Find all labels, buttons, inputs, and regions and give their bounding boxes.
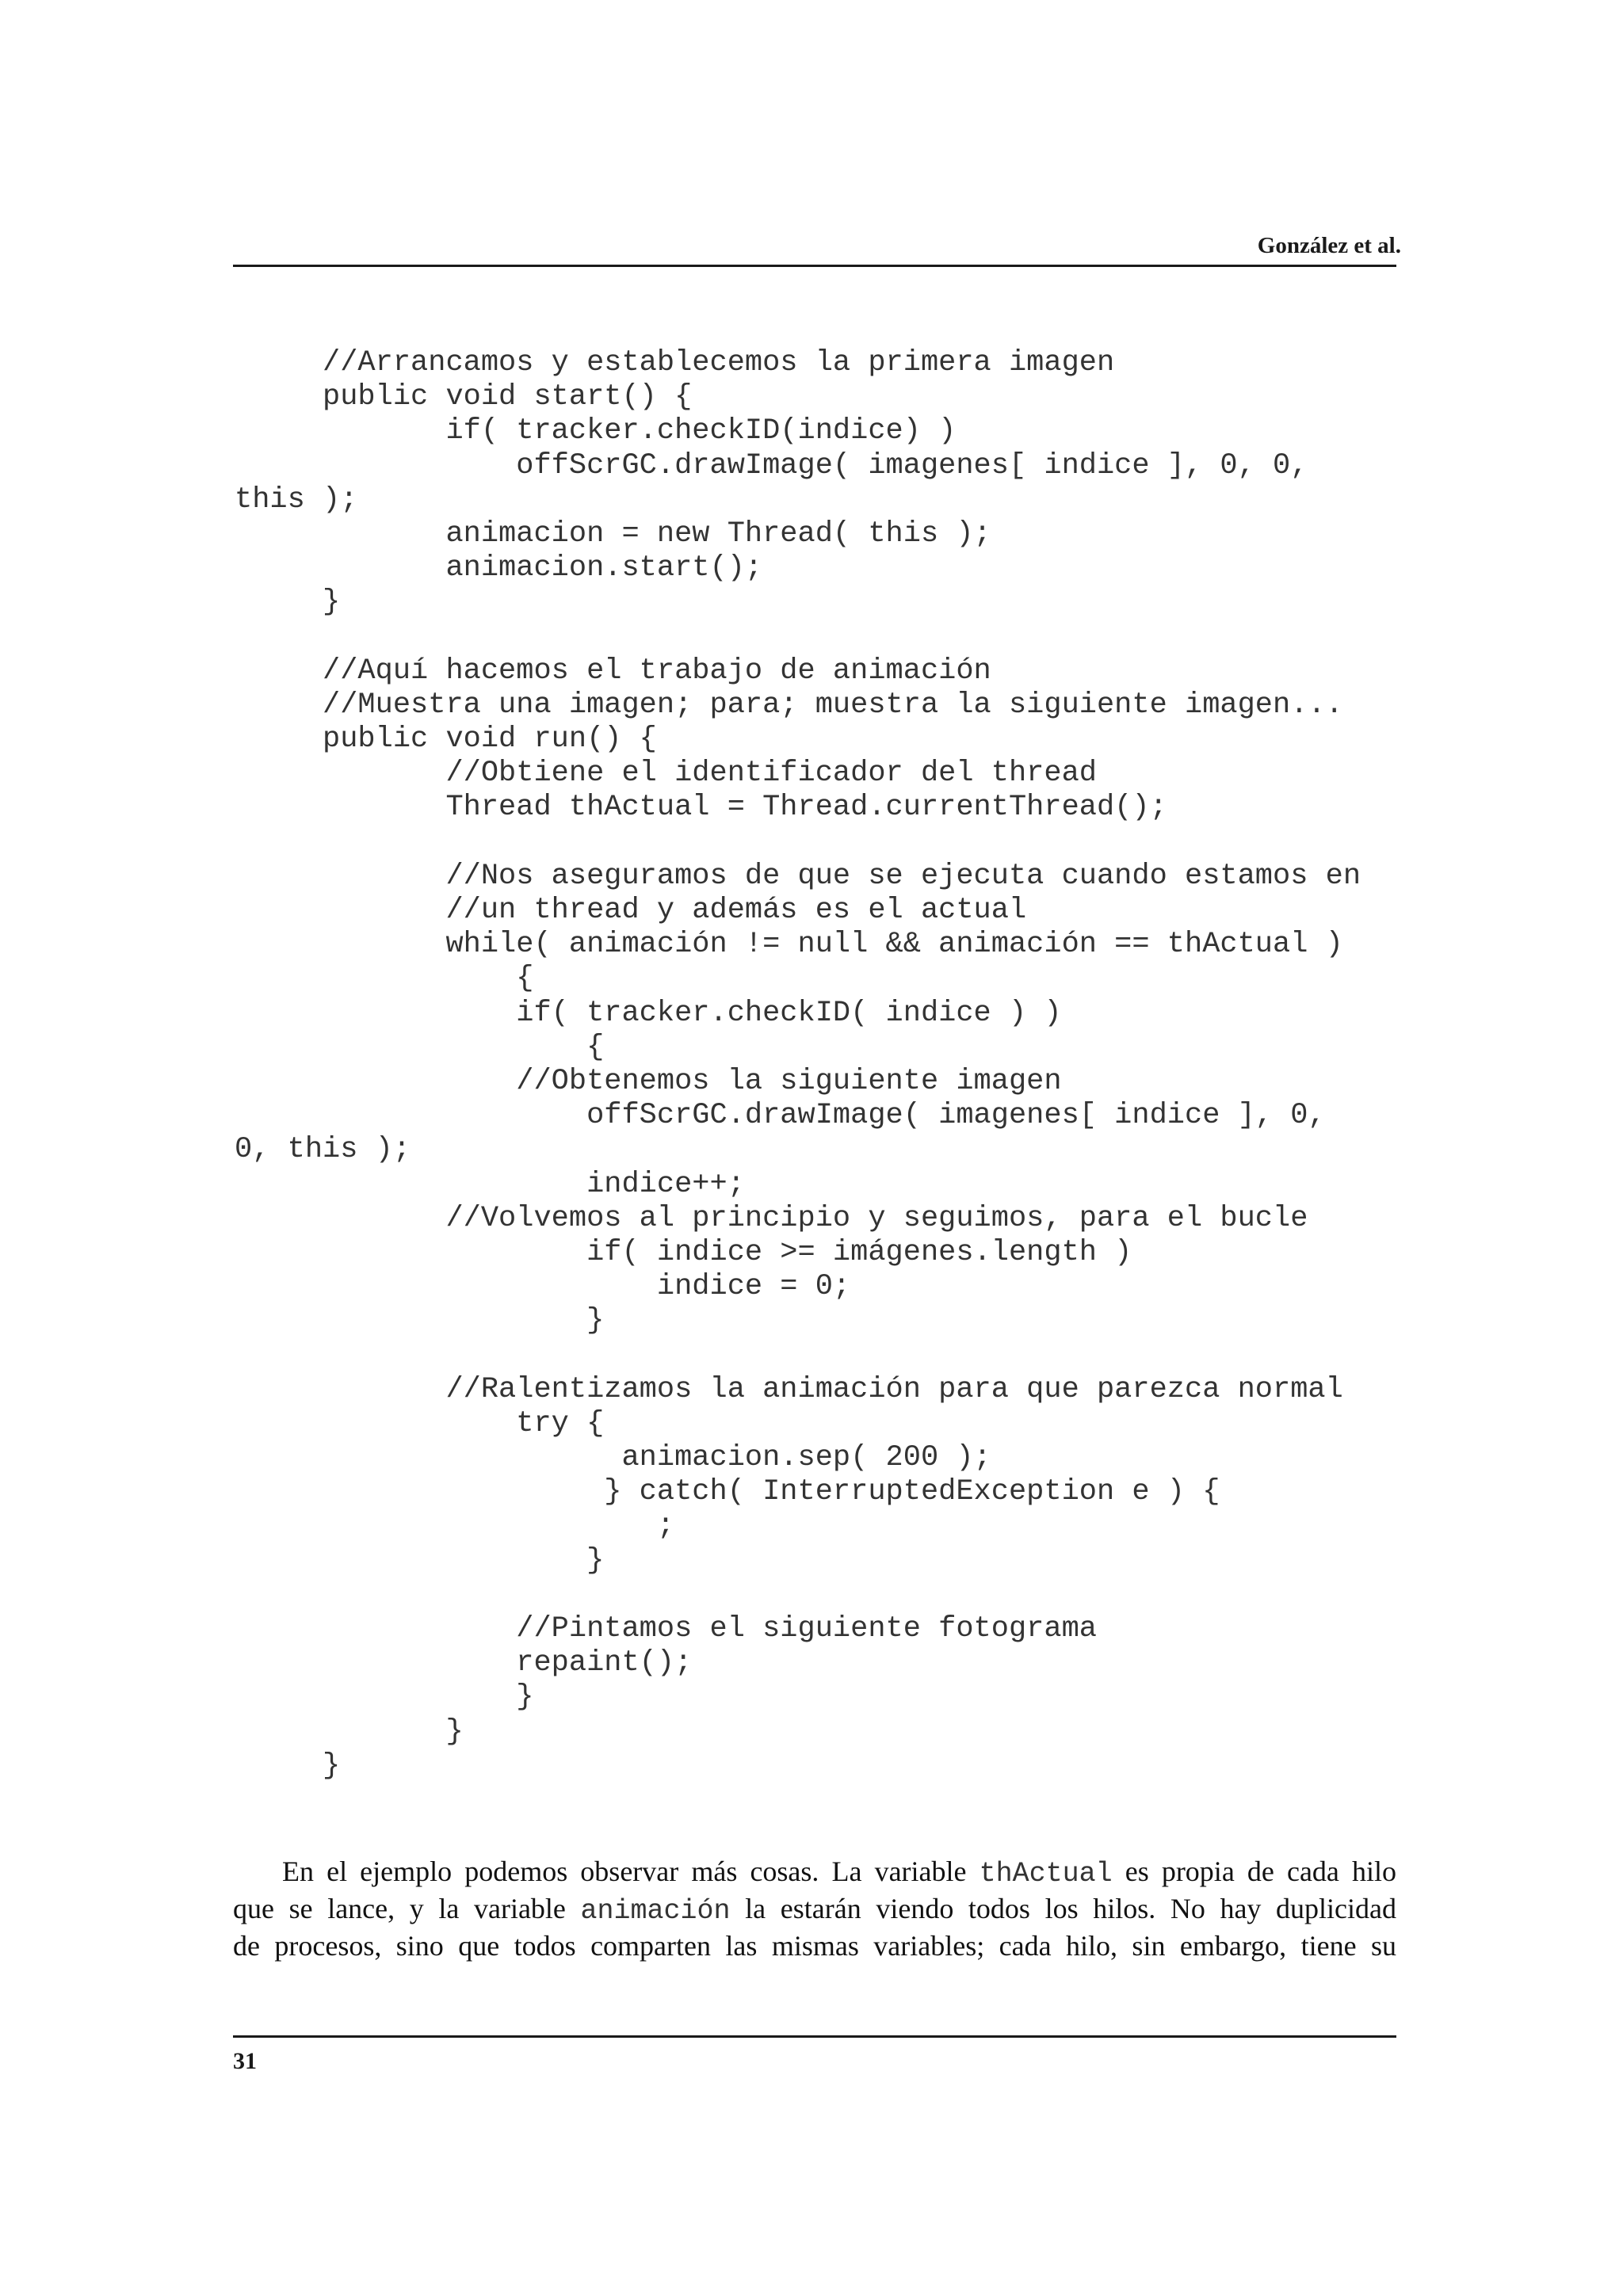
- code-line: [235, 620, 1361, 654]
- code-line: indice = 0;: [235, 1270, 851, 1304]
- code-line: animacion = new Thread( this );: [235, 517, 991, 551]
- code-line: repaint();: [235, 1646, 693, 1680]
- code-line: //Aquí hacemos el trabajo de animación: [235, 654, 991, 688]
- code-line: public void start() {: [235, 380, 693, 414]
- body-paragraph: [233, 1854, 1396, 1963]
- code-line: }: [235, 1749, 341, 1783]
- header-rule: [233, 265, 1396, 267]
- inline-code-animacion: animación: [580, 1895, 731, 1927]
- code-line: while( animación != null && animación == thActual ): [235, 928, 1343, 962]
- code-line: //Muestra una imagen; para; muestra la siguiente imagen...: [235, 688, 1343, 722]
- code-line: [235, 1578, 1361, 1612]
- footer-rule: [233, 2035, 1396, 2038]
- code-line: indice++;: [235, 1167, 745, 1201]
- code-line: }: [235, 585, 341, 620]
- code-line: }: [235, 1543, 605, 1577]
- code-line: public void run() {: [235, 723, 657, 757]
- code-line: {: [235, 962, 534, 996]
- running-header-author: González et al.: [1257, 233, 1401, 258]
- paragraph-line-1: En el ejemplo podemos observar más cosas. La variable thActual es propia de cada hilo: [282, 1855, 1397, 1890]
- code-line: animacion.start();: [235, 551, 763, 585]
- code-line: {: [235, 1030, 605, 1064]
- code-line: }: [235, 1680, 534, 1714]
- page-number: 31: [233, 2048, 257, 2074]
- code-line: //Obtiene el identificador del thread: [235, 757, 1097, 791]
- code-line: try {: [235, 1406, 605, 1440]
- code-line: animacion.sep( 200 );: [235, 1441, 991, 1474]
- code-line: //Nos aseguramos de que se ejecuta cuando estamos en: [235, 859, 1361, 893]
- code-line: //Arrancamos y establecemos la primera imagen: [235, 346, 1115, 379]
- code-line: [235, 826, 1361, 860]
- code-line: if( tracker.checkID( indice ) ): [235, 996, 1062, 1030]
- inline-code-thactual: thActual: [979, 1858, 1113, 1890]
- code-line: }: [235, 1304, 605, 1338]
- code-line: } catch( InterruptedException e ) {: [235, 1475, 1220, 1509]
- code-listing: [235, 346, 1361, 1783]
- code-line: offScrGC.drawImage( imagenes[ indice ], 0,: [235, 1099, 1326, 1133]
- code-line: if( tracker.checkID(indice) ): [235, 414, 957, 448]
- code-line: if( indice >= imágenes.length ): [235, 1235, 1132, 1269]
- code-line: [235, 1338, 1361, 1372]
- code-line: ;: [235, 1509, 675, 1543]
- code-line: //Ralentizamos la animación para que parezca normal: [235, 1372, 1343, 1406]
- code-line: offScrGC.drawImage( imagenes[ indice ], 0, 0,: [235, 448, 1308, 482]
- paragraph-line-2: que se lance, y la variable animación la estarán viendo todos los hilos. No hay duplicidad: [233, 1893, 1397, 1927]
- code-line: //Pintamos el siguiente fotograma: [235, 1611, 1097, 1646]
- code-line: }: [235, 1714, 464, 1749]
- code-line: this );: [235, 482, 358, 517]
- code-line: 0, this );: [235, 1133, 411, 1167]
- code-line: Thread thActual = Thread.currentThread();: [235, 791, 1167, 825]
- paragraph-line-3: de procesos, sino que todos comparten las mismas variables; cada hilo, sin embargo, tiene su: [233, 1930, 1396, 1962]
- code-line: //un thread y además es el actual: [235, 894, 1027, 927]
- code-line: //Volvemos al principio y seguimos, para el bucle: [235, 1201, 1308, 1235]
- code-line: //Obtenemos la siguiente imagen: [235, 1064, 1062, 1098]
